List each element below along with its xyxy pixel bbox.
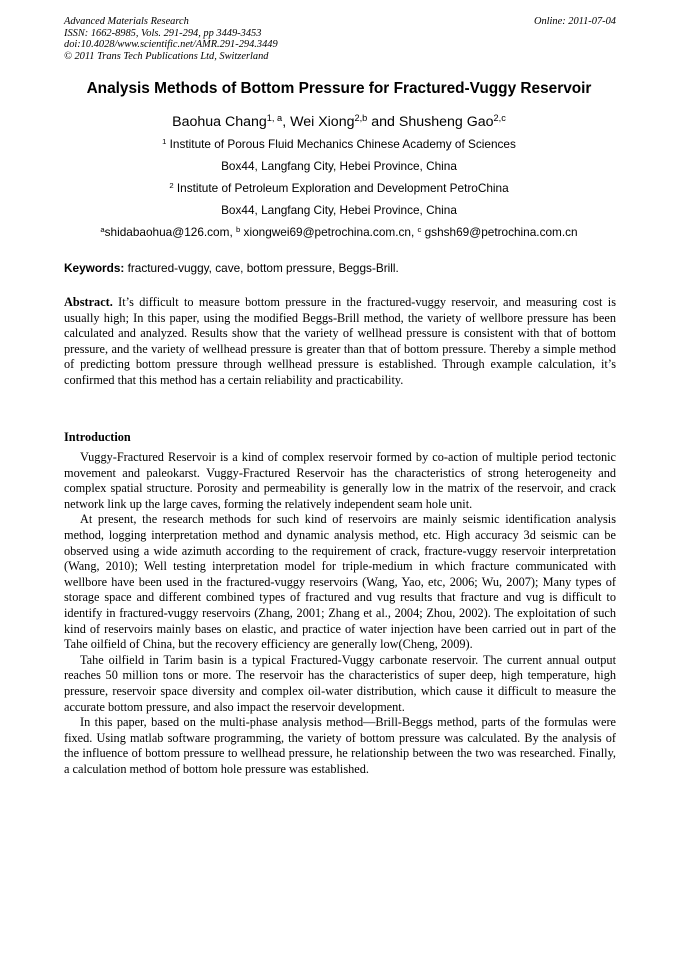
affiliation-2	[0, 181, 678, 196]
email-mark: b	[236, 224, 241, 234]
issn-line: ISSN: 1662-8985, Vols. 291-294, pp 3449-3453	[64, 27, 262, 39]
section-heading-introduction: Introduction	[64, 430, 131, 444]
author-name: Shusheng Gao	[398, 114, 494, 130]
abstract-label: Abstract.	[64, 295, 113, 309]
author-name: Wei Xiong	[290, 114, 355, 130]
keywords-label: Keywords:	[64, 261, 125, 275]
journal-header	[64, 16, 616, 62]
paper-title: Analysis Methods of Bottom Pressure for Fractured-Vuggy Reservoir	[86, 80, 592, 97]
keywords-text: fractured-vuggy, cave, bottom pressure, Beggs-Brill.	[124, 261, 399, 275]
copyright-line: © 2011 Trans Tech Publications Ltd, Switzerland	[64, 50, 269, 62]
email-line	[0, 225, 678, 240]
paragraph: At present, the research methods for such kind of reservoirs are mainly seismic identification analysis method, logging interpretation method and dynamic analysis method, etc. High accuracy 3d seismic can be observed using a wide azimuth according to the requirement of crack, fracture-vuggy reservoir interpretation (Wang, 2010); Well testing interpretation model for triple-medium in which fracture communicated with wellbore have been used in the fractured-vuggy reservoirs (Wang, Yao, etc, 2006; Wu, 2007); Many types of storage space and different combined types of fractured and vug results that fracture and vug is difficult to identify in fractured-vuggy reservoirs (Zhang, 2001; Zhang et al., 2004; Zhou, 2002). The exploitation of such kind of reservoirs mainly bases on elastic, and practice of water injection have been carried out in part of the Tahe oilfield of China, but the recovery efficiency are generally low(Cheng, 2009).	[64, 512, 616, 652]
affiliation-mark: 2	[169, 180, 174, 190]
email-mark: c	[417, 224, 422, 234]
author-affiliation-mark: 2,b	[354, 112, 368, 123]
paragraph: In this paper, based on the multi-phase analysis method—Brill-Beggs method, parts of the formulas were fixed. Using matlab software programming, the variety of bottom pressure was calculated. By the analysis of the influence of bottom pressure to wellhead pressure, he relationship between the two was researched. Finally, a calculation method of bottom hole pressure was established.	[64, 715, 616, 776]
affiliation-2-address: Box44, Langfang City, Hebei Province, China	[221, 203, 457, 217]
affiliation-1-address: Box44, Langfang City, Hebei Province, China	[221, 159, 457, 173]
paragraph: Tahe oilfield in Tarim basin is a typical Fractured-Vuggy carbonate reservoir. The current annual output reaches 50 million tons or more. The reservoir has the characteristics of super deep, high temperature, high pressure, reservoir space diversity and complex oil-water distribution, which cause it difficult to measure the accurate bottom pressure, and also impact the reservoir development.	[64, 652, 616, 714]
email-link[interactable]: shidabaohua@126.com,	[104, 225, 237, 239]
author-separator: and	[367, 114, 399, 130]
abstract-text: It’s difficult to measure bottom pressure in the fractured-vuggy reservoir, and measuring cost is usually high; In this paper, using the modified Beggs-Brill method, the variety of wellbore pressure has been calculated and analyzed. Results show that the variety of wellhead pressure is consistent with that of bottom pressure, and the variety of wellhead pressure is greater than that of bottom pressure. Thereby a simple method of predicting bottom pressure through wellhead pressure is established. Through example calculation, it’s confirmed that this method has a certain reliability and practicability.	[64, 295, 616, 387]
author-list	[0, 113, 678, 131]
author-name: Baohua Chang	[172, 114, 267, 130]
affiliation-1	[0, 137, 678, 152]
author-affiliation-mark: 1, a	[266, 112, 283, 123]
introduction-body	[64, 450, 616, 777]
affiliation-text: Institute of Porous Fluid Mechanics Chinese Academy of Sciences	[166, 137, 516, 151]
affiliation-mark: 1	[162, 136, 167, 146]
journal-name: Advanced Materials Research	[64, 16, 189, 27]
affiliation-text: Institute of Petroleum Exploration and Development PetroChina	[173, 181, 509, 195]
author-affiliation-mark: 2,c	[493, 112, 506, 123]
doi-line: doi:10.4028/www.scientific.net/AMR.291-294.3449	[64, 39, 278, 51]
online-date: Online: 2011-07-04	[533, 16, 616, 27]
author-separator: ,	[282, 114, 291, 130]
email-link[interactable]: gshsh69@petrochina.com.cn	[421, 225, 578, 239]
keywords	[64, 261, 616, 276]
paragraph: Vuggy-Fractured Reservoir is a kind of complex reservoir formed by co-action of multiple period tectonic movement and paleokarst. Vuggy-Fractured Reservoir has the characteristics of strong heterogeneity and complex spatial structure. Porosity and permeability is generally low in the matrix of the reservoir, and crack network link up the large caves, forming the relatively independent seam hole unit.	[64, 450, 616, 511]
email-link[interactable]: xiongwei69@petrochina.com.cn,	[240, 225, 418, 239]
email-mark: a	[100, 224, 105, 234]
abstract	[64, 295, 616, 389]
